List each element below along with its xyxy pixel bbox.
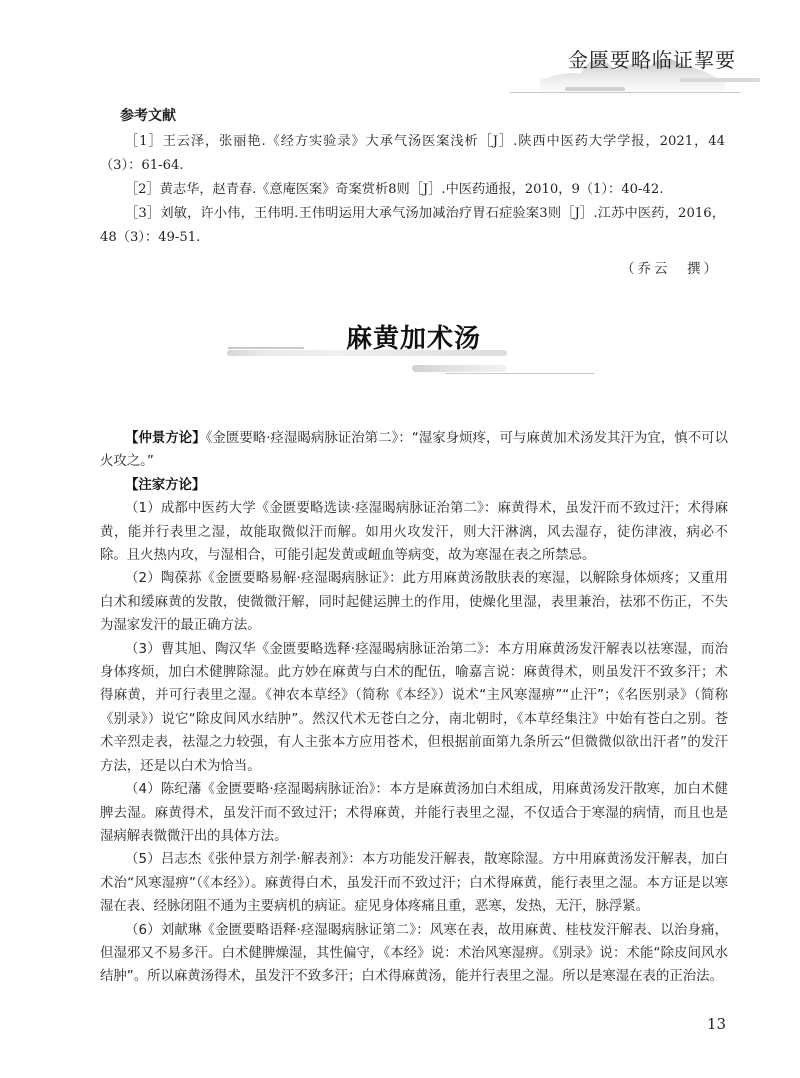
- section-title-block: [200, 300, 620, 400]
- commentary-item: （4）陈纪藩《金匮要略·痉湿暍病脉证治》：本方是麻黄汤加白术组成，用麻黄汤发汗散寒，加白术健脾去湿。麻黄得术，虽发汗而不致过汗；术得麻黄，并能行表里之湿，不仅适合于寒湿的病情，而且也是湿病解表微微汗出的具体方法。: [100, 782, 728, 844]
- title-decoration-bar: [412, 365, 507, 372]
- header-rule: [510, 92, 740, 93]
- commentary-item: （2）陶葆荪《金匮要略易解·痉湿暍病脉证》：此方用麻黄汤散肤表的寒湿，以解除身体烦疼；又重用白术和缓麻黄的发散，使微微汗解，同时起健运脾土的作用，使燥化里湿，表里兼治，祛邪不伤正，不失为湿家发汗的最正确方法。: [100, 571, 728, 634]
- commentary-item: （6）刘献琳《金匮要略语释·痉湿暍病脉证第二》：风寒在表，故用麻黄、桂枝发汗解表、以治身痛，但湿邪又不易多汗。白术健脾燥湿，其性偏守，《本经》说：术治风寒湿痹。《别录》说：术能“除皮间风水结肿”。所以麻黄汤得术，虽发汗不致多汗；白术得麻黄汤，能并行表里之湿。所以是寒湿在表的正治法。: [100, 922, 728, 985]
- zhongjing-text: 《金匮要略·痉湿暍病脉证治第二》：“湿家身烦疼，可与麻黄加术汤发其汗为宜，慎不可以火攻之。”: [100, 431, 728, 470]
- zhujia-label: 【注家方论】: [125, 477, 206, 493]
- zhujia-heading-paragraph: [100, 474, 728, 497]
- page-number: 13: [707, 1015, 727, 1033]
- zhongjing-paragraph: [100, 427, 728, 474]
- running-header: [500, 0, 800, 100]
- zhongjing-label: 【仲景方论】: [125, 431, 206, 446]
- section-body: [100, 427, 728, 989]
- commentary-item: （5）吕志杰《张仲景方剂学·解表剂》：本方功能发汗解表，散寒除湿。方中用麻黄汤发汗解表，加白术治“风寒湿痹”（《本经》）。麻黄得白术，虽发汗而不致过汗；白术得麻黄，能行表里之湿。本方证是以寒湿在表、经脉闭阻不通为主要病机的病证。症见身体疼痛且重，恶寒，发热，无汗，脉浮紧。: [100, 852, 728, 915]
- commentary-item: （3）曹其旭、陶汉华《金匮要略选释·痉湿暍病脉证治第二》：本方用麻黄汤发汗解表以祛寒湿，而治身体疼烦，加白术健脾除湿。此方妙在麻黄与白术的配伍，喻嘉言说：麻黄得术，则虽发汗不致多汗；术得麻黄，并可行表里之湿。《神农本草经》（简称《本经》）说术“主风寒湿痹”“止汗”；《名医别录》（简称《别录》）说它“除皮间风水结肿”。然汉代术无苍白之分，南北朝时，《本草经集注》中始有苍白之别。苍术辛烈走表，祛湿之力较强，有人主张本方应用苍术，但根据前面第九条所云“但微微似欲出汗者”的发汗方法，还是以白术为恰当。: [100, 641, 728, 774]
- references-heading: 参考文献: [120, 108, 176, 124]
- author-signature: （乔云 撰）: [621, 261, 720, 277]
- reference-item: ［3］刘敏，许小伟，王伟明.王伟明运用大承气汤加减治疗胃石症验案3则［J］.江苏中医药，2016，48（3）：49-51.: [100, 206, 725, 245]
- references-list: [100, 130, 725, 250]
- title-decoration-line: [228, 347, 304, 349]
- reference-item: ［1］王云泽，张丽艳.《经方实验录》大承气汤医案浅析［J］.陕西中医药大学学报，2021，44（3）：61-64.: [100, 134, 725, 173]
- section-title: 麻黄加术汤: [346, 324, 482, 354]
- running-title: 金匮要略临证挈要: [568, 48, 736, 72]
- title-decoration-line: [445, 373, 595, 374]
- commentary-item: （1）成都中医药大学《金匮要略选读·痉湿暍病脉证治第二》：麻黄得术，虽发汗而不致过汗；术得麻黄，能并行表里之湿，故能取微似汗而解。如用火攻发汗，则大汗淋漓，风去湿存，徒伤津液，病必不除。且火热内攻，与湿相合，可能引起发黄或衄血等病变，故为寒湿在表之所禁忌。: [100, 501, 728, 564]
- reference-item: ［2］黄志华，赵青春.《意庵医案》奇案赏析8则［J］.中医药通报，2010，9（1）：40-42.: [125, 182, 664, 197]
